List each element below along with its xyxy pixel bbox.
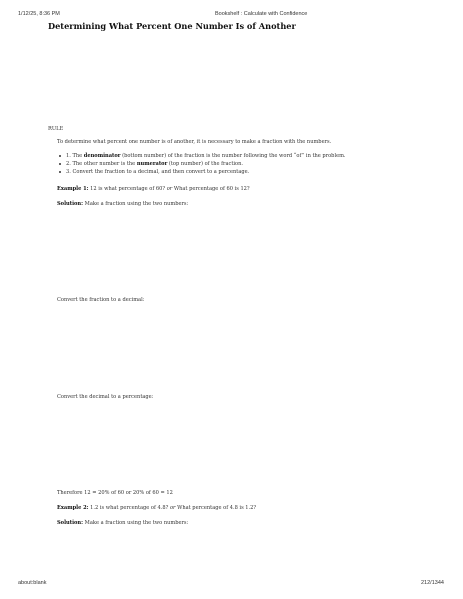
- therefore-text: Therefore 12 = 20% of 60 or 20% of 60 = 12: [57, 490, 173, 496]
- section-title: Determining What Percent One Number Is of Another: [48, 21, 296, 31]
- rule-label: RULE: [48, 126, 64, 132]
- convert-percentage-text: Convert the decimal to a percentage:: [57, 394, 154, 400]
- print-page-count: 212/1344: [421, 580, 444, 586]
- bullet-icon: [59, 163, 61, 165]
- rule-step-3: 3. Convert the fraction to a decimal, and then convert to a percentage.: [66, 169, 250, 175]
- example-2: Example 2: 1.2 is what percentage of 4.8? or What percentage of 4.8 is 1.2?: [57, 505, 257, 511]
- example-1: Example 1: 12 is what percentage of 60? or What percentage of 60 is 12?: [57, 186, 250, 192]
- print-datetime: 1/12/25, 8:36 PM: [18, 11, 60, 17]
- rule-step-2: 2. The other number is the numerator (top number) of the fraction.: [66, 161, 243, 167]
- convert-decimal-text: Convert the fraction to a decimal:: [57, 297, 145, 303]
- bullet-icon: [59, 171, 61, 173]
- bullet-icon: [59, 155, 61, 157]
- rule-intro: To determine what percent one number is of another, it is necessary to make a fraction with the numbers.: [57, 139, 332, 145]
- print-url: about:blank: [18, 580, 47, 586]
- solution-1: Solution: Make a fraction using the two numbers:: [57, 201, 189, 207]
- rule-step-1: 1. The denominator (bottom number) of the fraction is the number following the word “of” in the problem.: [66, 153, 346, 159]
- solution-2: Solution: Make a fraction using the two numbers:: [57, 520, 189, 526]
- print-page-title: Bookshelf : Calculate with Confidence: [215, 11, 308, 17]
